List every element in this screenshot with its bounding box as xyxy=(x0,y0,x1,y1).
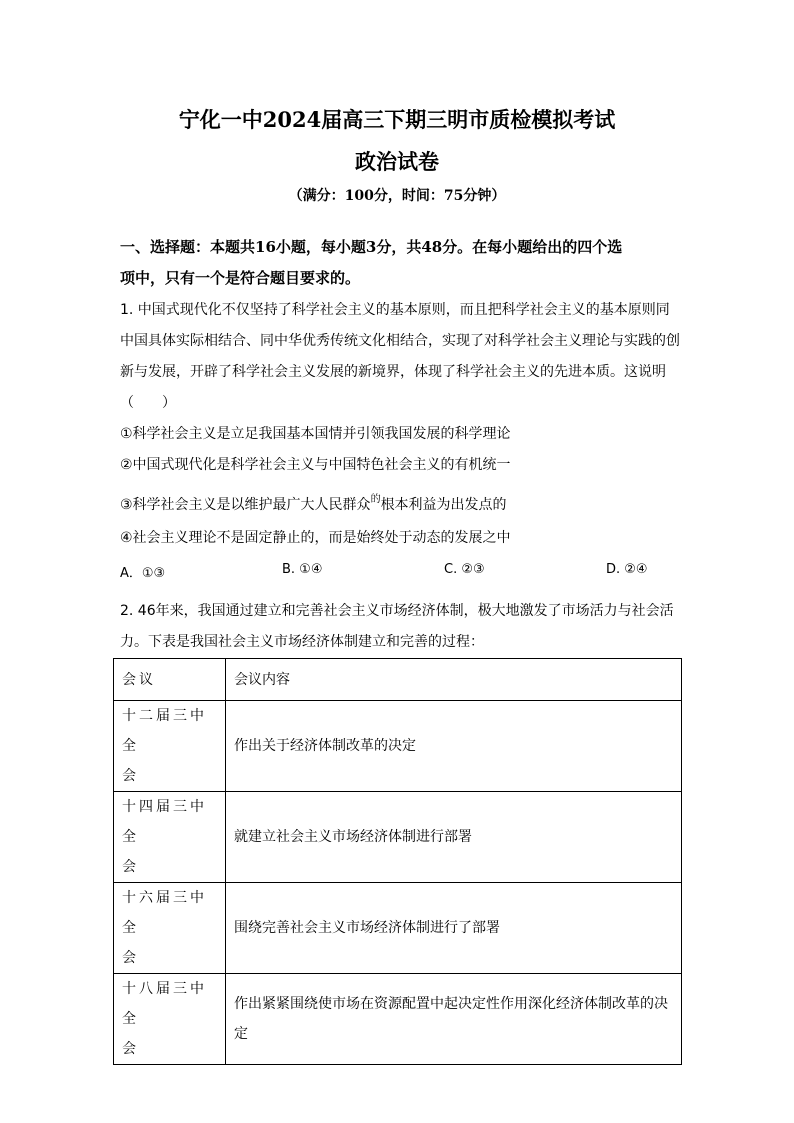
table-header-row xyxy=(114,659,682,701)
subject-title: 政治试卷 xyxy=(355,149,439,174)
q1-stem-line1: 1. 中国式现代化不仅坚持了科学社会主义的基本原则，而且把科学社会主义的基本原则同 xyxy=(120,302,670,318)
q1-option-b: B. ①④ xyxy=(282,562,323,577)
q1-item2: ②中国式现代化是科学社会主义与中国特色社会主义的有机统一 xyxy=(120,457,511,473)
q1-item1: ①科学社会主义是立足我国基本国情并引领我国发展的科学理论 xyxy=(120,426,511,442)
q1-option-d: D. ②④ xyxy=(606,562,648,577)
table-cell-content: 作出紧紧围绕使市场在资源配置中起决定性作用深化经济体制改革的决 定 xyxy=(226,974,682,1065)
table-cell-meeting: 十六届三中全 会 xyxy=(114,883,226,974)
q1-option-c: C. ②③ xyxy=(444,562,485,577)
q1-option-a: A．①③ xyxy=(120,566,166,581)
q2-stem-line1: 2. 46年来，我国通过建立和完善社会主义市场经济体制，极大地激发了市场活力与社会活 xyxy=(120,603,674,619)
section-heading-line2: 项中，只有一个是符合题目要求的。 xyxy=(120,269,361,287)
q1-stem-line2: 中国具体实际相结合、同中华优秀传统文化相结合，实现了对科学社会主义理论与实践的创 xyxy=(120,333,680,349)
table-cell-meeting: 十八届三中全 会 xyxy=(114,974,226,1065)
table-cell-content: 作出关于经济体制改革的决定 xyxy=(226,701,682,792)
exam-title: 宁化一中2024届高三下期三明市质检模拟考试 xyxy=(178,107,616,132)
table-cell-meeting: 十四届三中全 会 xyxy=(114,792,226,883)
q1-item3-part1: ③科学社会主义是以维护最广大人民群众 xyxy=(120,497,371,513)
q2-stem-line2: 力。下表是我国社会主义市场经济体制建立和完善的过程： xyxy=(120,634,484,650)
score-time-note: （满分：100分，时间：75分钟） xyxy=(288,188,506,204)
q1-item3-sup: 的 xyxy=(370,494,381,505)
table-row xyxy=(114,974,682,1065)
q1-item4: ④社会主义理论不是固定静止的，而是始终处于动态的发展之中 xyxy=(120,530,511,546)
section-heading-line1: 一、选择题：本题共16小题，每小题3分，共48分。在每小题给出的四个选 xyxy=(120,238,623,256)
q1-stem-line3: 新与发展，开辟了科学社会主义发展的新境界，体现了科学社会主义的先进本质。这说明 xyxy=(120,364,666,380)
table-row xyxy=(114,883,682,974)
meeting-table xyxy=(113,658,682,1065)
table-row xyxy=(114,792,682,883)
table-row xyxy=(114,701,682,792)
table-header-content: 会议内容 xyxy=(226,659,682,701)
q1-item3 xyxy=(120,495,507,517)
table-cell-content: 就建立社会主义市场经济体制进行部署 xyxy=(226,792,682,883)
table-cell-meeting: 十二届三中全 会 xyxy=(114,701,226,792)
q1-answer-bracket: （ ） xyxy=(120,395,176,411)
table-header-meeting: 会议 xyxy=(114,659,226,701)
table-cell-content: 围绕完善社会主义市场经济体制进行了部署 xyxy=(226,883,682,974)
q1-item3-part2: 根本利益为出发点的 xyxy=(380,497,507,513)
